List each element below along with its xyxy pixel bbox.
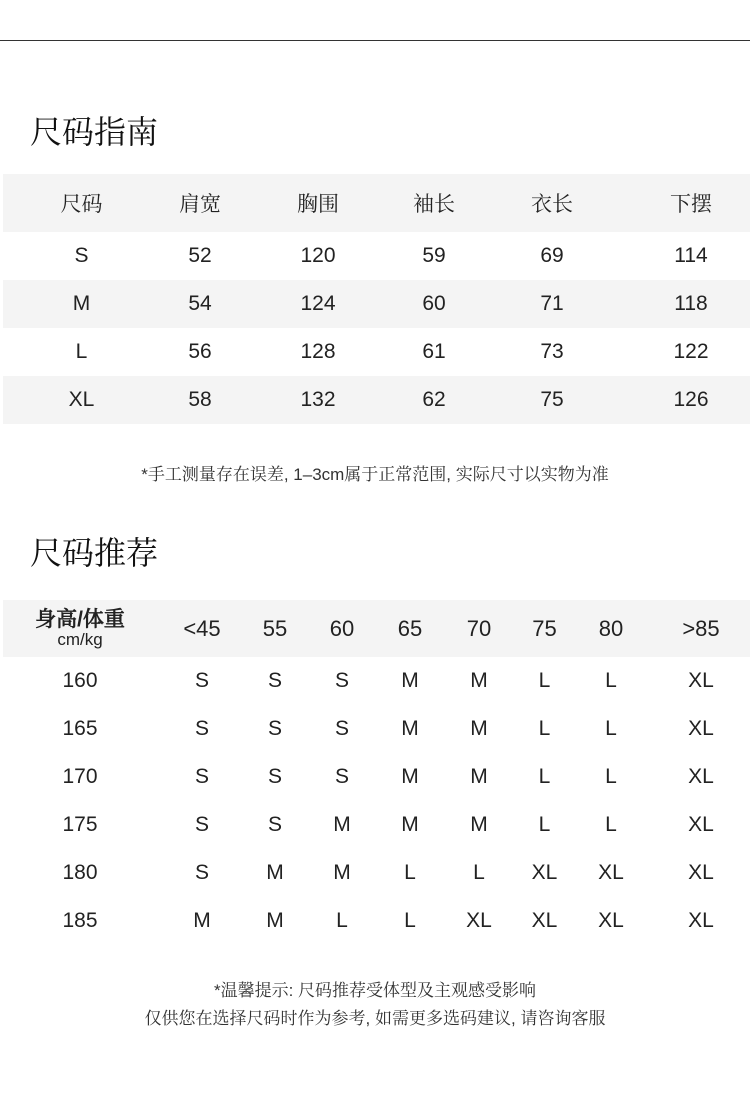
size-guide-cell: 71 (472, 280, 632, 328)
size-guide-cell: 73 (540, 340, 564, 363)
measurement-note: *手工测量存在误差, 1–3cm属于正常范围, 实际尺寸以实物为准 (141, 465, 609, 484)
size-guide-header-row (3, 174, 750, 232)
recommendation-row (3, 897, 750, 945)
weight-header: >85 (652, 600, 750, 657)
size-cell: M (333, 861, 351, 884)
size-cell: XL (598, 861, 624, 884)
size-guide-cell: 114 (674, 244, 708, 267)
recommendation-row (3, 801, 750, 849)
size-cell: L (404, 909, 416, 932)
weight-header: 75 (519, 600, 570, 657)
size-cell: M (401, 813, 419, 836)
size-guide-row (3, 232, 750, 280)
size-guide-header-cell: 袖长 (396, 174, 472, 232)
size-cell: L (538, 813, 551, 836)
size-cell: M (333, 813, 351, 836)
recommendation-row (3, 657, 750, 705)
size-guide-header-cell: 尺码 (3, 174, 160, 232)
size-cell: XL (688, 813, 714, 836)
size-cell: S (334, 717, 349, 740)
size-cell: L (605, 813, 617, 836)
size-guide-row (3, 280, 750, 328)
weight-header: 60 (303, 600, 381, 657)
size-cell: XL (466, 909, 492, 932)
size-cell: S (194, 669, 209, 692)
size-guide-cell: 62 (396, 376, 472, 424)
size-guide-title: 尺码指南 (30, 114, 159, 150)
height-weight-label: 身高/体重 (35, 607, 125, 631)
size-guide-row (3, 328, 750, 376)
size-guide-cell: 118 (632, 280, 750, 328)
height-cell: 175 (62, 813, 98, 836)
size-guide-cell: L (75, 340, 88, 363)
size-guide-cell: 124 (240, 280, 396, 328)
size-cell: L (538, 717, 551, 740)
size-cell: S (267, 669, 282, 692)
size-guide-header-cell: 肩宽 (160, 174, 240, 232)
height-cell: 160 (62, 669, 98, 692)
size-guide-cell: 54 (160, 280, 240, 328)
weight-header: 70 (439, 600, 519, 657)
size-cell: XL (688, 669, 714, 692)
size-guide-cell: 56 (188, 340, 212, 363)
size-cell: M (401, 765, 419, 788)
size-guide-cell: 126 (632, 376, 750, 424)
recommendation-note (0, 977, 750, 1033)
size-cell: XL (688, 717, 714, 740)
size-cell: M (470, 717, 488, 740)
height-weight-corner (3, 600, 157, 657)
recommendation-header-row (3, 600, 750, 657)
size-recommendation-table (3, 600, 750, 945)
size-cell: L (336, 909, 348, 932)
size-cell: S (334, 765, 349, 788)
size-guide-cell: 61 (422, 340, 446, 363)
size-guide-cell: 132 (240, 376, 396, 424)
recommendation-row (3, 705, 750, 753)
size-cell: L (605, 765, 617, 788)
size-cell: L (538, 765, 551, 788)
size-cell: L (605, 669, 617, 692)
size-guide-cell: XL (3, 376, 160, 424)
size-cell: L (605, 717, 617, 740)
size-cell: M (470, 813, 488, 836)
unit-label: cm/kg (57, 629, 103, 649)
height-cell: 185 (62, 909, 98, 932)
size-guide-header-cell: 胸围 (240, 174, 396, 232)
size-cell: M (401, 717, 419, 740)
size-guide-cell: 75 (472, 376, 632, 424)
size-guide-cell: 128 (300, 340, 336, 363)
size-cell: S (267, 765, 282, 788)
size-cell: XL (688, 909, 714, 932)
size-cell: S (267, 813, 282, 836)
size-cell: S (194, 813, 209, 836)
size-cell: S (334, 669, 349, 692)
size-cell: M (401, 669, 419, 692)
weight-header: 55 (247, 600, 303, 657)
size-guide-cell: 60 (396, 280, 472, 328)
size-cell: S (267, 717, 282, 740)
size-recommendation-title: 尺码推荐 (30, 535, 159, 571)
size-cell: M (193, 909, 211, 932)
size-cell: L (538, 669, 551, 692)
height-cell: 170 (62, 765, 98, 788)
size-cell: L (404, 861, 416, 884)
size-guide-cell: 69 (540, 244, 564, 267)
weight-header: 80 (570, 600, 652, 657)
recommendation-row (3, 753, 750, 801)
top-divider (0, 40, 750, 41)
size-guide-table (3, 174, 750, 424)
size-cell: XL (688, 861, 714, 884)
size-cell: M (266, 909, 284, 932)
size-cell: XL (531, 909, 558, 932)
size-cell: XL (598, 909, 624, 932)
height-cell: 165 (62, 717, 98, 740)
size-guide-row (3, 376, 750, 424)
size-guide-cell: 52 (188, 244, 212, 267)
size-guide-cell: 59 (422, 244, 446, 267)
size-guide-header-cell: 衣长 (472, 174, 632, 232)
size-cell: XL (688, 765, 714, 788)
size-cell: M (266, 861, 284, 884)
recommendation-row (3, 849, 750, 897)
weight-header: <45 (157, 600, 247, 657)
size-cell: M (470, 765, 488, 788)
size-guide-cell: S (74, 244, 89, 267)
size-cell: S (194, 861, 209, 884)
size-guide-cell: 122 (673, 340, 709, 363)
recommendation-note-line: *温馨提示: 尺码推荐受体型及主观感受影响 (213, 981, 537, 1000)
weight-header: 65 (381, 600, 439, 657)
size-guide-header-cell: 下摆 (632, 174, 750, 232)
recommendation-note-line: 仅供您在选择尺码时作为参考, 如需更多选码建议, 请咨询客服 (144, 1009, 606, 1028)
size-cell: M (470, 669, 488, 692)
size-cell: S (194, 717, 209, 740)
size-guide-cell: M (3, 280, 160, 328)
size-cell: XL (531, 861, 558, 884)
size-guide-cell: 58 (160, 376, 240, 424)
size-cell: S (194, 765, 209, 788)
size-cell: L (473, 861, 485, 884)
height-cell: 180 (62, 861, 98, 884)
size-guide-cell: 120 (300, 244, 336, 267)
